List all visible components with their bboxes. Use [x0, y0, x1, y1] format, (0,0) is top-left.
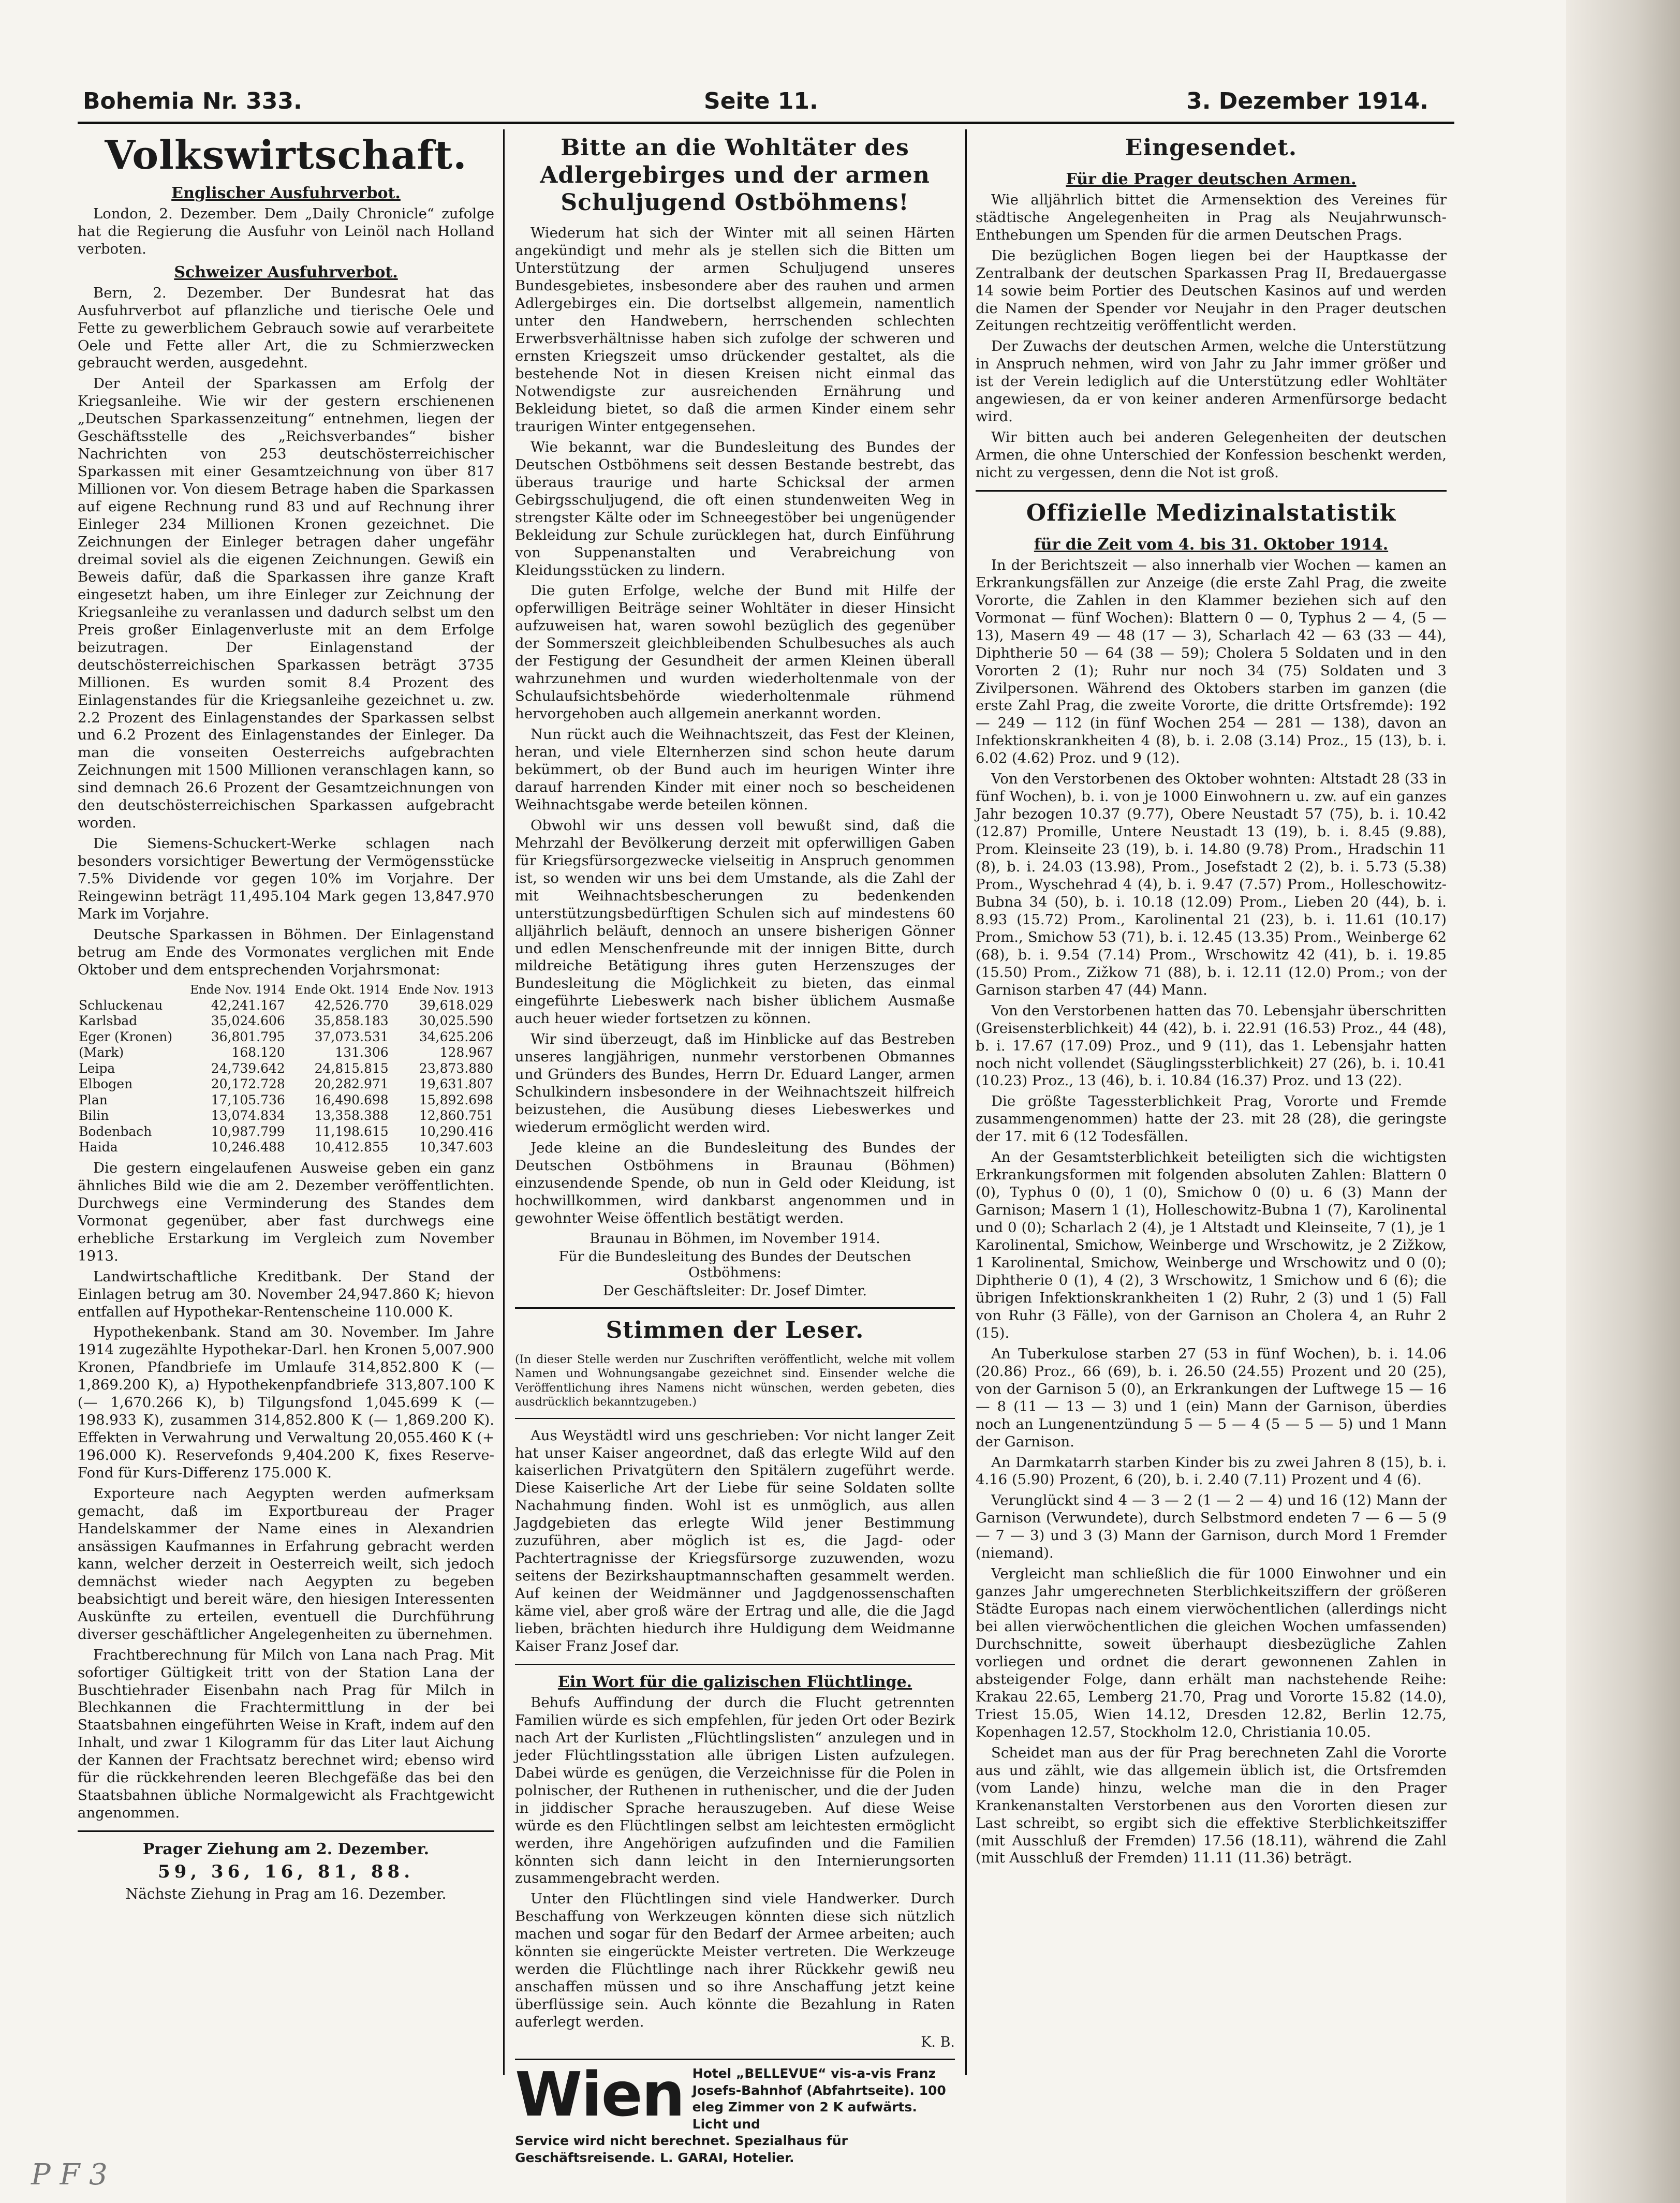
column-divider-2 [965, 129, 967, 2075]
article-text: Vergleicht man schließlich die für 1000 Einwohner und ein ganzes Jahr umgerechneten Sterblichkeitsziffern der größeren Städte Europas nach einem vierwöchentlichen (allerdings nicht bei allen vierwöchentlichen die gleichen Wochen umfassenden) Durchschnitte, soweit überhaupt diesbezügliche Zahlen vorliegen und ordnet die derart gewonnenen Zahlen in absteigender Folge, dann erhält man nachstehende Reihe: Krakau 22.65, Lemberg 21.70, Prag und Vororte 15.82 (14.0), Triest 15.05, Wien 14.12, Dresden 12.82, Berlin 12.75, Kopenhagen 12.57, Stockholm 12.0, Christiania 10.05. [976, 1565, 1447, 1740]
table-cell-value: 168.120 [231, 1045, 285, 1060]
article-text: Obwohl wir uns dessen voll bewußt sind, daß die Mehrzahl der Bevölkerung derzeit mit opferwilligen Gaben für Kriegsfürsorgezwecke vielseitig in Anspruch genommen ist, so wenden wir uns bei dem Umstande, als die Zahl der mit Weihnachtsbescherungen zu bedenkenden unterstützungsbedürftigen Schulen sich auf mindestens 60 alljährlich beläuft, dennoch an unsere bisherigen Gönner und edlen Menschenfreunde mit der innigen Bitte, durch mildreiche Betätigung ihres guten Herzenszuges der Bundesleitung die Möglichkeit zu bieten, das einmal eingeführte Liebeswerk nach bisher üblichem Ausmaße auch heuer wieder fortsetzen zu können. [515, 817, 955, 1027]
article-text: Der Anteil der Sparkassen am Erfolg der Kriegsanleihe. Wie wir der gestern erschienenen „Deutschen Sparkassenzeitung“ entnehmen, liegen der Geschäftsstelle des „Reichsverbandes“ bisher Nachrichten von 253 deutschösterreichischer Sparkassen mit einer Gesamtzeichnung von über 817 Millionen vor. Von diesem Betrage haben die Sparkassen auf eigene Rechnung rund 83 und auf Rechnung ihrer Einleger 234 Millionen Kronen gezeichnet. Die Zeichnungen der Einleger betragen daher ungefähr dreimal soviel als die eigenen Zeichnungen. Gewiß ein Beweis dafür, daß die Sparkassen ihre ganze Kraft eingesetzt haben, um ihre Einleger zur Zeichnung der Kriegsanleihe zu veranlassen und dadurch selbst um den Preis großer Einlagenverluste mit an dem Erfolge beizutragen. Der Einlagenstand der deutschösterreichischen Sparkassen beträgt 3735 Millionen. Es wurden somit 8.4 Prozent des Einlagenstandes für die Kriegsanleihe gezeichnet u. zw. 2.2 Prozent des Einlagenstandes der Sparkassen selbst und 6.2 Prozent des Einlagenstandes der Einleger. Da man die vonseiten Oesterreichs aufgebrachten Zeichnungen mit 1500 Millionen veranschlagen kann, so sind demnach 26.6 Prozent der Gesamtzeichnungen von den deutschösterreichischen Sparkassen aufgebracht worden. [78, 375, 494, 832]
table-cell-place: Leipa [79, 1060, 115, 1076]
article-text: Jede kleine an die Bundesleitung des Bundes der Deutschen Ostböhmens in Braunau (Böhmen) einzusendende Spende, ob nun in Geld oder Kleidung, ist hochwillkommen, wird dankbarst angenommen und in gewohnter Weise öffentlich bestätigt werden. [515, 1140, 955, 1226]
table-cell-value: 15,892.698 [419, 1092, 493, 1107]
table-cell-place: Plan [79, 1092, 108, 1107]
article-heading: Schweizer Ausfuhrverbot. [174, 263, 398, 282]
table-row [78, 1029, 494, 1045]
article-text: Exporteure nach Aegypten werden aufmerksam gemacht, daß im Exportbureau der Prager Handelskammer der Name eines in Alexandrien ansässigen Kaufmannes in Erfahrung gebracht werden kann, welcher derzeit in Oesterreich weilt, sich jedoch demnächst wieder nach Aegypten zu begeben beabsichtigt und bereit wäre, den hiesigen Interessenten Auskünfte zu erteilen, eventuell die Durchführung diverser geschäftlicher Angelegenheiten zu übernehmen. [78, 1485, 494, 1643]
article-text: Von den Verstorbenen hatten das 70. Lebensjahr überschritten (Greisensterblichkeit) 44 (42), b. i. 22.91 (16.53) Proz., 44 (48), b. i. 17.67 (17.09) Proz., und 9 (11), das 1. Lebensjahr hatten noch nicht vollendet (Säuglingssterblichkeit) 27 (26), b. i. 10.41 (10.23) Proz., 13 (46), b. i. 10.84 (16.37) Proz. und 13 (22). [976, 1002, 1447, 1089]
article-text: Der Zuwachs der deutschen Armen, welche die Unterstützung in Anspruch nehmen, wird von Jahr zu Jahr immer größer und ist der Verein lediglich auf die Unterstützung edler Wohltäter angewiesen, da er von keiner anderen Armenfürsorge bedacht wird. [976, 338, 1447, 425]
table-cell-value: 42,241.167 [211, 997, 285, 1013]
section-title-medical-statistics: Offizielle Medizinalstatistik [1026, 500, 1396, 527]
editorial-note: (In dieser Stelle werden nur Zuschriften veröffentlicht, welche mit vollem Namen und Wohnungsangabe gezeichnet sind. Einsender welche die Veröffentlichung ihres Namens nicht wünschen, werden gebeten, dies ausdrücklich bekanntzugeben.) [515, 1353, 955, 1409]
article-text: Nun rückt auch die Weihnachtszeit, das Fest der Kleinen, heran, und viele Elternherzen sind schon heute darum bekümmert, ob der Bund auch im heurigen Winter ihre darauf harrenden Kinder mit einer noch so bescheidenen Weihnachtsgabe werde beteilen können. [515, 726, 955, 813]
article-text: Aus Weystädtl wird uns geschrieben: Vor nicht langer Zeit hat unser Kaiser angeordnet, daß das erlegte Wild auf den kaiserlichen Privatgütern den Spitälern zugeführt werde. Diese Kaiserliche Art der Liebe für seine Soldaten sollte Nachahmung finden. Wohl ist es unmöglich, aus allen Jagdgebieten das erlegte Wild jener Bestimmung zuzuführen, aber möglich ist es, die Jagd- oder Pachtertragnisse der Kriegsfürsorge zuzuwenden, wozu seitens der Bezirkshauptmannschaften gesammelt werden. Auf keinen der Weidmänner und Jagdgenossenschaften käme viel, aber groß wäre der Ertrag und alle, die die Jagd lieben, brächten hiedurch ihre Huldigung dem Weidmanne Kaiser Franz Josef dar. [515, 1427, 955, 1654]
table-header-cell [78, 982, 182, 998]
table-cell-value: 35,858.183 [314, 1013, 389, 1029]
table-cell-value: 12,860.751 [419, 1108, 493, 1123]
table-row [78, 1061, 494, 1077]
page-header [83, 83, 1428, 119]
table-cell-place: (Mark) [79, 1045, 124, 1060]
divider [515, 1307, 955, 1309]
article-text: Landwirtschaftliche Kreditbank. Der Stand der Einlagen betrug am 30. November 24,947.860 K; hievon entfallen auf Hypothekar-Rentenscheine 110.000 K. [78, 1268, 494, 1320]
table-row [78, 1140, 494, 1156]
column-appeal-and-letters [515, 135, 955, 2165]
table-cell-place: Haida [79, 1140, 118, 1155]
article-signature: K. B. [921, 2034, 955, 2051]
table-cell-value: 11,198.615 [314, 1123, 389, 1139]
divider [976, 490, 1447, 492]
divider [515, 1418, 955, 1419]
signature-line: Der Geschäftsleiter: Dr. Josef Dimter. [603, 1282, 867, 1299]
table-cell-value: 24,739.642 [211, 1060, 285, 1076]
section-title-eingesendet: Eingesendet. [1125, 135, 1298, 161]
table-cell-value: 23,873.880 [419, 1060, 493, 1076]
lottery-title: Prager Ziehung am 2. Dezember. [142, 1840, 430, 1859]
table-row [78, 1092, 494, 1108]
table-cell-value: 37,073.531 [314, 1029, 389, 1044]
table-cell-place: Bilin [79, 1108, 109, 1123]
article-text: An Darmkatarrh starben Kinder bis zu zwei Jahren 8 (15), b. i. 4.16 (5.90) Prozent, 6 (20), b. i. 2.40 (7.11) Prozent und 4 (6). [976, 1454, 1447, 1488]
divider [515, 1664, 955, 1665]
article-text: Die größte Tagessterblichkeit Prag, Vororte und Fremde zusammengenommen) hatte der 23. mit 28 (28), die geringste der 17. mit 6 (12 Todesfällen. [976, 1093, 1447, 1145]
article-text: Die gestern eingelaufenen Ausweise geben ein ganz ähnliches Bild wie die am 2. Dezember veröffentlichten. Durchwegs eine Verminderung des Standes dem Vormonat gegenüber, aber fast durchwegs eine erhebliche Erstarkung im Vergleich zum November 1913. [78, 1159, 494, 1264]
table-cell-value: 34,625.206 [419, 1029, 493, 1044]
article-text: Scheidet man aus der für Prag berechneten Zahl die Vororte aus und zählt, wie das allgemein üblich ist, die Ortsfremden (vom Lande) hinzu, welche man die in den Prager Krankenanstalten Verstorbenen aus den Vororten diesen zur Last schreibt, so ergibt sich die effektive Sterblichkeitsziffer (mit Ausschluß der Fremden) 17.56 (18.11), während die Zahl (mit Ausschluß der Fremden) 11.11 (11.36) beträgt. [976, 1744, 1447, 1867]
article-text: Wie bekannt, war die Bundesleitung des Bundes der Deutschen Ostböhmens seit dessen Bestande bestrebt, das überaus traurige und harte Schicksal der armen Gebirgsschuljugend, die oft einen stundenweiten Weg in strengster Kälte oder im Schneegestöber bei ungenügender Bekleidung zur Schule zurücklegen hat, durch Einführung von Suppenanstalten und Verabreichung von Kleidungsstücken zu lindern. [515, 438, 955, 579]
table-cell-value: 20,282.971 [314, 1076, 389, 1092]
article-text: An der Gesamtsterblichkeit beteiligten sich die wichtigsten Erkrankungsformen mit folgenden absoluten Zahlen: Blattern 0 (0), Typhus 0 (0), 1 (0), Smichow 0 (0) u. 6 (3) Mann der Garnison; Masern 1 (1), Holleschowitz-Bubna 1 (7), Karolinental und 0 (0); Scharlach 2 (4), je 1 Altstadt und Kleinseite, 7 (1), je 1 Karolinental, Smichow, Weinberge und Wrschowitz, je 2 Zižkow, 1 Karolinental, Smichow, Weinberge und Wrschowitz und 0 (0); Diphtherie 0 (1), 4 (2), 3 Wrschowitz, 1 Smichow und 6 (6); die übrigen Infektionskrankheiten 1 (2) Ruhr, 2 (3) und 1 (5) Fall von Ruhr (3 Fälle), von der Garnison an Cholera 4, an Ruhr 2 (15). [976, 1149, 1447, 1341]
column-submitted-and-statistics [976, 135, 1447, 2070]
lottery-numbers: 59, 36, 16, 81, 88. [157, 1861, 415, 1883]
article-text: An Tuberkulose starben 27 (53 in fünf Wochen), b. i. 14.06 (20.86) Proz., 66 (69), b. i. 26.50 (24.55) Prozent und 20 (25), von der Garnison 5 (0), an Erkrankungen der Luftwege 15 — 16 — 8 (11 — 13 — 3) und 1 (ein) Mann der Garnison, überdies noch an Lungenentzündung 5 — 5 — 4 (5 — 5 — 5) und 1 Mann der Garnison. [976, 1345, 1447, 1450]
article-text: Hypothekenbank. Stand am 30. November. Im Jahre 1914 zugezählte Hypothekar-Darl. hen Kronen 5,007.900 Kronen, Pfandbriefe im Umlaufe 314,852.800 K (— 1,869.200 K), a) Hypothekenpfandbriefe 313,807.100 K (— 1,670.266 K), b) Tilgungsfond 1,045.699 K (— 198.933 K), zusammen 314,852.800 K (— 1,869.200 K). Effekten in Verwahrung und Verwaltung 20,055.460 K (+ 196.000 K). Reservefonds 9,404.200 K, fixes Reserve-Fond für Kurs-Differenz 175.000 K. [78, 1324, 494, 1482]
table-cell-value: 131.306 [335, 1045, 389, 1060]
divider [78, 1830, 494, 1832]
page-edge-shadow [1566, 0, 1680, 2203]
column-divider-1 [503, 129, 505, 2075]
table-cell-place: Karlsbad [79, 1013, 138, 1029]
article-text: In der Berichtszeit — also innerhalb vier Wochen — kamen an Erkrankungsfällen zur Anzeige (die erste Zahl Prag, die zweite Vororte, die Zahlen in den Klammer beziehen sich auf den Vormonat — fünf Wochen): Blattern 0 — 0, Typhus 2 — 4, (5 — 13), Masern 49 — 48 (17 — 3), Scharlach 42 — 63 (33 — 44), Diphtherie 50 — 64 (38 — 59); Cholera 5 Soldaten und in den Vororten 2 (1); Ruhr nur noch 34 (75) Soldaten und 3 Zivilpersonen. Während des Oktobers starben im ganzen (die erste Zahl Prag, die zweite Vororte, die dritte Ortsfremde): 192 — 249 — 112 (in fünf Wochen 254 — 281 — 138), davon an Infektionskrankheiten 4 (8), b. i. 2.08 (3.14) Proz., 15 (13), b. i. 6.02 (4.62) Proz. und 9 (12). [976, 556, 1447, 767]
section-title-letters: Stimmen der Leser. [606, 1317, 864, 1343]
table-row [78, 1045, 494, 1061]
table-body [78, 998, 494, 1156]
table-cell-value: 42,526.770 [314, 997, 389, 1013]
signature-line: Für die Bundesleitung des Bundes der Deutschen Ostböhmens: [558, 1248, 911, 1281]
table-cell-value: 13,358.388 [314, 1108, 389, 1123]
table-cell-value: 20,172.728 [211, 1076, 285, 1092]
table-header-row [78, 982, 494, 998]
article-text: Die Siemens-Schuckert-Werke schlagen nach besonders vorsichtiger Bewertung der Vermögensstücke 7.5% Dividende vor gegen 10% im Vorjahre. Der Reingewinn beträgt 11,495.104 Mark gegen 13,847.970 Mark im Vorjahre. [78, 835, 494, 923]
article-text: Wir sind überzeugt, daß im Hinblicke auf das Bestreben unseres langjährigen, nunmehr verstorbenen Obmannes und Gründers des Bundes, Herrn Dr. Eduard Langer, armen Schulkindern insbesondere in der Weihnachtszeit hilfreich beizustehen, die Ausübung dieses Liebeswerkes und wiederum ermöglicht werden wird. [515, 1031, 955, 1136]
table-cell-value: 24,815.815 [314, 1060, 389, 1076]
savings-bank-table [78, 982, 494, 1156]
article-text: Unter den Flüchtlingen sind viele Handwerker. Durch Beschaffung von Werkzeugen könnten diese sich nützlich machen und sogar für den Bedarf der Armee arbeiten; auch könnten sie eingerückte Meister vertreten. Die Werkzeuge werden die Flüchtlinge nach ihrer Rückkehr gewiß neu anschaffen müssen und so ihre Anschaffung jetzt keine überflüssige sein. Auch könnte die Bezahlung in Raten auferlegt werden. [515, 1890, 955, 2031]
table-cell-place: Eger (Kronen) [79, 1029, 173, 1044]
article-text: Verunglückt sind 4 — 3 — 2 (1 — 2 — 4) und 16 (12) Mann der Garnison (Verwundete), durch Selbstmord endeten 7 — 6 — 5 (9 — 7 — 3) und 3 (3) Mann der Garnison, durch Mord 1 Fremder (niemand). [976, 1492, 1447, 1562]
table-cell-value: 30,025.590 [419, 1013, 493, 1029]
table-cell-value: 19,631.807 [419, 1076, 493, 1092]
header-rule [78, 122, 1454, 124]
article-text: Die bezüglichen Bogen liegen bei der Hauptkasse der Zentralbank der deutschen Sparkassen Prag II, Bredauergasse 14 sowie beim Portier des Deutschen Kasinos auf und werden die Namen der Spender vor Neujahr in den Prager deutschen Zeitungen rechtzeitig veröffentlicht werden. [976, 247, 1447, 334]
table-cell-place: Bodenbach [79, 1123, 152, 1139]
article-text: Bern, 2. Dezember. Der Bundesrat hat das Ausfuhrverbot auf pflanzliche und tierische Oele und Fette zu gewerblichem Gebrauch sowie auf verarbeitete Oele und Fette aller Art, die zu Schmierzwecken gebraucht werden, ausgedehnt. [78, 284, 494, 372]
article-text: Wiederum hat sich der Winter mit all seinen Härten angekündigt und mehr als je stellen sich die Bitten um Unterstützung der armen Schuljugend unseres Bundesgebietes, insbesondere aber des rauhen und armen Adlergebirges ein. Die dortselbst allgemein, namentlich unter den Handwebern, herrschenden schlechten Erwerbsverhältnisse haben sich zufolge der schweren und ernsten Kriegszeit umso drückender gestaltet, als die bestehende Not in diesen Kreisen nicht einmal das Notwendigste zur ausreichenden Ernährung und Bekleidung bietet, so daß die armen Kinder einem sehr traurigen Winter entgegensehen. [515, 225, 955, 435]
section-title-volkswirtschaft: Volkswirtschaft. [105, 132, 467, 178]
article-text: Die guten Erfolge, welche der Bund mit Hilfe der opferwilligen Beiträge seiner Wohltäter in dieser Hinsicht aufzuweisen hat, waren sowohl bezüglich des gegenüber der Sommerszeit gleichbleibenden Schulbesuches als auch der Festigung der Gesundheit der armen Kleinen überall wahrzunehmen und wurden wiederholtenmale von der Schulaufsichtsbehörde wiederholtenmale rühmend hervorgehoben auch allgemein anerkannt worden. [515, 582, 955, 722]
table-cell-value: 39,618.029 [419, 997, 493, 1013]
table-row [78, 1013, 494, 1029]
table-cell-place: Elbogen [79, 1076, 133, 1092]
ad-text: Hotel „BELLEVUE“ vis-a-vis Franz Josefs-Bahnhof (Abfahrtseite). 100 eleg Zimmer von 2 K aufwärts. Licht und [692, 2066, 946, 2132]
table-cell-value: 10,290.416 [419, 1123, 493, 1139]
table-row [78, 1124, 494, 1140]
table-cell-value: 10,987.799 [211, 1123, 285, 1139]
table-row [78, 1108, 494, 1124]
lottery-next-draw: Nächste Ziehung in Prag am 16. Dezember. [125, 1885, 447, 1903]
table-row [78, 998, 494, 1014]
article-heading: Ein Wort für die galizischen Flüchtlinge. [557, 1673, 912, 1691]
table-header-cell: Ende Nov. 1914 [190, 983, 286, 997]
article-heading: Englischer Ausfuhrverbot. [171, 184, 401, 202]
header-page-number: Seite 11. [704, 88, 818, 114]
table-cell-value: 17,105.736 [211, 1092, 285, 1107]
header-date: 3. Dezember 1914. [1186, 88, 1428, 114]
table-row [78, 1076, 494, 1092]
article-text: Von den Verstorbenen des Oktober wohnten: Altstadt 28 (33 in fünf Wochen), b. i. von je 1000 Einwohnern u. zw. auf ein ganzes Jahr bezogen 10.37 (9.77), Obere Neustadt 57 (75), b. i. 10.42 (12.87) Promille, Untere Neustadt 13 (19), b. i. 8.45 (9.88), Prom. Kleinseite 23 (19), b. i. 14.80 (9.78) Prom., Hradschin 11 (8), b. i. 24.03 (13.98), Prom., Josefstadt 2 (2), b. i. 5.73 (5.38) Prom., Wyschehrad 4 (4), b. i. 9.47 (7.57) Prom., Holleschowitz-Bubna 34 (50), b. i. 10.18 (12.09) Prom., Lieben 20 (44), b. i. 8.93 (15.72) Prom., Karolinental 21 (23), b. i. 11.61 (10.17) Prom., Smichow 53 (71), b. i. 12.45 (13.35) Prom., Weinberge 62 (68), b. i. 9.54 (7.14) Prom., Wrschowitz 42 (41), b. i. 19.85 (15.50) Prom., Zižkow 71 (88), b. i. 12.11 (12.0) Prom.; von der Garnison starben 47 (44) Mann. [976, 771, 1447, 998]
table-cell-value: 13,074.834 [211, 1108, 285, 1123]
article-heading: Für die Prager deutschen Armen. [1066, 170, 1357, 188]
article-heading: für die Zeit vom 4. bis 31. Oktober 1914. [1034, 535, 1389, 554]
table-cell-value: 36,801.795 [211, 1029, 285, 1044]
table-cell-value: 10,412.855 [314, 1140, 389, 1155]
ad-headline: Wien [515, 2059, 684, 2131]
article-text: Behufs Auffindung der durch die Flucht getrennten Familien würde es sich empfehlen, für jeden Ort oder Bezirk nach Art der Kurlisten „Flüchtlingslisten“ anzulegen und in jeder Flüchtlingsstation alle übrigen Listen aufzulegen. Dabei würde es genügen, die Verzeichnisse für die Polen in polnischer, der Ruthenen in ruthenischer, und die der Juden in jiddischer Sprache herauszugeben. Auf diese Weise würde es den Flüchtlingen selbst am leichtesten ermöglicht werden, ihre Angehörigen aufzufinden und die Familien könnten sich dann leicht in den Internierungsorten zusammengebracht werden. [515, 1694, 955, 1887]
article-text: Wir bitten auch bei anderen Gelegenheiten der deutschen Armen, die ohne Unterschied der Konfession beschenkt werden, nicht zu vergessen, denn die Not ist groß. [976, 429, 1447, 481]
header-issue: Bohemia Nr. 333. [83, 88, 302, 114]
place-date: Braunau in Böhmen, im November 1914. [590, 1230, 880, 1247]
table-cell-value: 16,490.698 [314, 1092, 389, 1107]
article-text: Deutsche Sparkassen in Böhmen. Der Einlagenstand betrug am Ende des Vormonates verglichen mit Ende Oktober und dem entsprechenden Vorjahrsmonat: [78, 926, 494, 978]
table-header-cell: Ende Okt. 1914 [294, 983, 389, 997]
table-cell-value: 128.967 [439, 1045, 493, 1060]
table-cell-place: Schluckenau [79, 997, 163, 1013]
table-cell-value: 35,024.606 [211, 1013, 285, 1029]
pencil-margin-note: P F 3 [31, 2158, 108, 2192]
section-title-appeal: Bitte an die Wohltäter des Adlergebirges und der armen Schuljugend Ostböhmens! [540, 135, 930, 216]
hotel-advertisement [515, 2059, 955, 2133]
article-text: Wie alljährlich bittet die Armensektion des Vereines für städtische Angelegenheiten in Prag als Neujahrwunsch-Enthebungen um Spenden für die armen Deutschen Prags. [976, 191, 1447, 243]
article-text: London, 2. Dezember. Dem „Daily Chronicle“ zufolge hat die Regierung die Ausfuhr von Leinöl nach Holland verboten. [78, 205, 494, 257]
ad-footer: Service wird nicht berechnet. Spezialhaus für Geschäftsreisende. L. GARAI, Hotelier. [515, 2133, 848, 2165]
table-cell-value: 10,246.488 [211, 1140, 285, 1155]
table-header-cell: Ende Nov. 1913 [398, 983, 494, 997]
column-volkswirtschaft [78, 132, 494, 1903]
article-text: Frachtberechnung für Milch von Lana nach Prag. Mit sofortiger Gültigkeit tritt von der Station Lana der Buschtiehrader Eisenbahn nach Prag für Milch in Blechkannen die Frachtermittlung in der bei Staatsbahnen eingeführten Weise in Kraft, indem auf den Inhalt, und zwar 1 Kilogramm für das Liter laut Aichung der Kannen der Frachtsatz berechnet wird; ebenso wird für die rückkehrenden leeren Blechgefäße das bei den Staatsbahnen übliche Normalgewicht als Frachtgewicht angenommen. [78, 1646, 494, 1822]
table-cell-value: 10,347.603 [419, 1140, 493, 1155]
